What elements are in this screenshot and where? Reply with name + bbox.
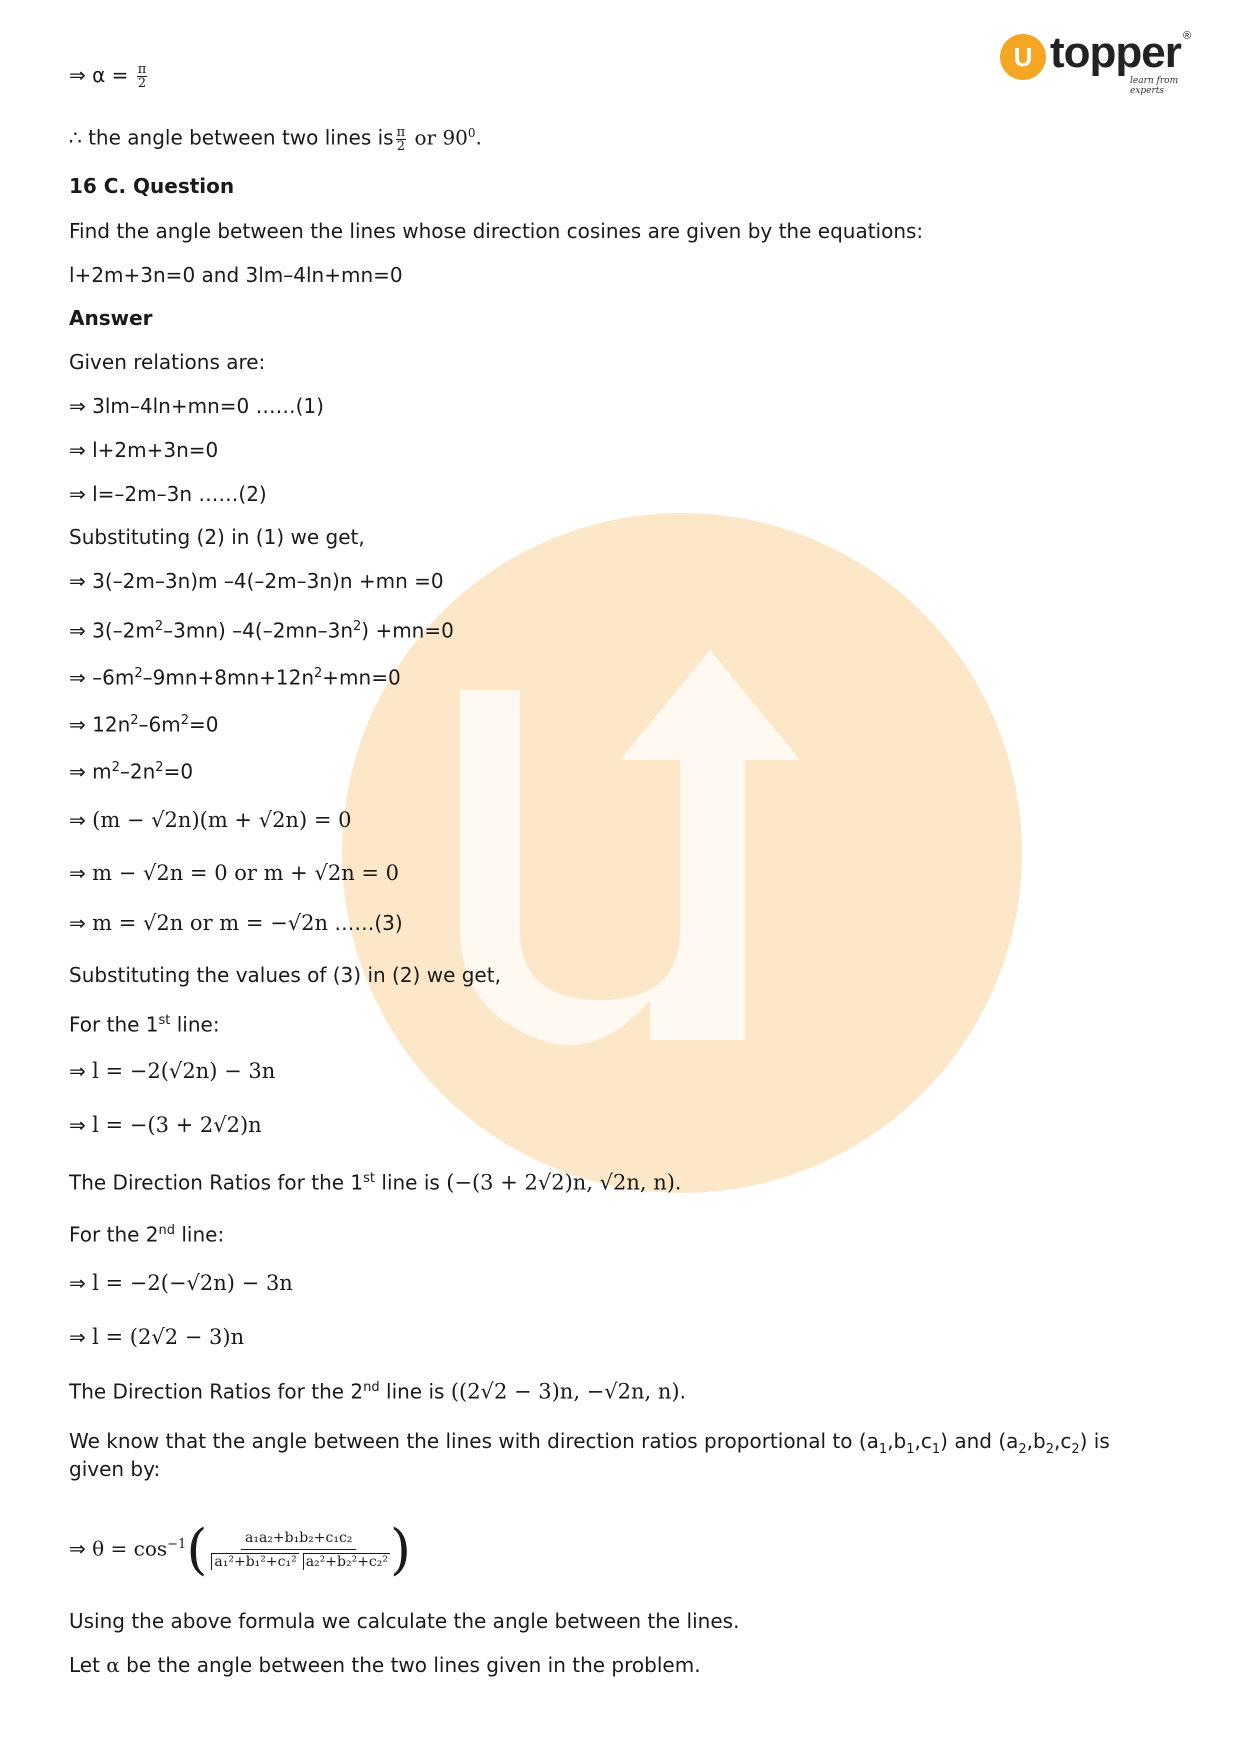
topper-logo-text: topper — [1050, 28, 1181, 77]
pi-over-2-fraction: $\frac{\pi}{2}$ — [137, 62, 147, 91]
cosine-ratio-fraction: $\frac{\text{a₁a₂+b₁b₂+c₁c₂}}{\text{a₁²+b₁²+c₁² a₂²+b₂²+c₂²}}$ — [207, 1529, 390, 1571]
step-line: ⇒ 3(–2m–3n)m –4(–2m–3n)n +mn =0 — [69, 569, 444, 593]
pi-over-2-fraction: $\frac{\pi}{2}$ — [396, 124, 406, 154]
step-line: ⇒ m = √2n or m = −√2n ……(3) — [69, 911, 403, 935]
substituting-note: Substituting (2) in (1) we get, — [69, 525, 365, 549]
first-line-heading: For the 1st line: — [69, 1012, 220, 1037]
step-line: ⇒ $12n^2-6m^2=0$ — [69, 712, 219, 737]
angle-conclusion-line: ∴ the angle between two lines is $\frac{\pi}{2}$ or $90^0$. — [69, 124, 482, 154]
step-line: ⇒ l = −2(−√2n) − 3n — [69, 1271, 293, 1295]
step-line: ⇒ 3lm–4ln+mn=0 ……(1) — [69, 394, 324, 418]
step-line: ⇒ m − √2n = 0 or m + √2n = 0 — [69, 861, 400, 885]
formula-intro: We know that the angle between the lines with direction ratios proportional to $(a_1,b_1,c_1)$ and $(a_2,b_2,c_2)$ is — [69, 1429, 1110, 1457]
angle-formula: ⇒ $\theta = \cos^{-1}$( $\frac{\text{a₁a₂+b₁b₂+c₁c₂}}{\text{a₁²+b₁²+c₁² a₂²+b₂²+c₂²}}$ ) — [69, 1518, 412, 1582]
registered-mark: ® — [1183, 30, 1192, 42]
topper-logo-icon: U — [1000, 34, 1046, 80]
formula-intro-continued: given by: — [69, 1457, 161, 1481]
formula-usage-note: Using the above formula we calculate the angle between the lines. — [69, 1609, 740, 1633]
brand-tagline: learn from experts — [1130, 76, 1179, 96]
step-line: ⇒ (m − √2n)(m + √2n) = 0 — [69, 808, 352, 832]
let-alpha-line: Let α be the angle between the two lines given in the problem. — [69, 1653, 701, 1677]
step-line: ⇒ l = (2√2 − 3)n — [69, 1325, 245, 1349]
second-line-heading: For the 2nd line: — [69, 1222, 225, 1247]
given-relations: Given relations are: — [69, 350, 266, 374]
question-heading: 16 C. Question — [69, 174, 235, 198]
direction-ratios-first: The Direction Ratios for the 1st line is (−(3 + 2√2)n, √2n, n). — [69, 1170, 682, 1195]
step-line: ⇒ l+2m+3n=0 — [69, 438, 219, 462]
step-line: ⇒ $3(-2m^2-3mn)$ $-4(-2mn-3n^2) +mn=0$ — [69, 618, 454, 643]
step-line: ⇒ $-6m^2-9mn+8mn+12n^2+mn=0$ — [69, 665, 401, 690]
step-line: ⇒ l=–2m–3n ……(2) — [69, 482, 267, 506]
step-line: ⇒ $m^2-2n^2=0$ — [69, 759, 194, 784]
direction-ratios-second: The Direction Ratios for the 2nd line is ((2√2 − 3)n, −√2n, n). — [69, 1379, 686, 1404]
step-line: ⇒ l = −2(√2n) − 3n — [69, 1059, 276, 1083]
step-line: ⇒ l = −(3 + 2√2)n — [69, 1113, 262, 1137]
question-equations: l+2m+3n=0 and 3lm–4ln+mn=0 — [69, 263, 403, 287]
alpha-result-line: ⇒ α = $\frac{\pi}{2}$ — [69, 62, 147, 91]
substituting-note: Substituting the values of (3) in (2) we get, — [69, 963, 501, 987]
question-prompt: Find the angle between the lines whose direction cosines are given by the equations: — [69, 219, 924, 243]
topper-logo — [1000, 28, 1200, 98]
answer-heading: Answer — [69, 306, 153, 330]
